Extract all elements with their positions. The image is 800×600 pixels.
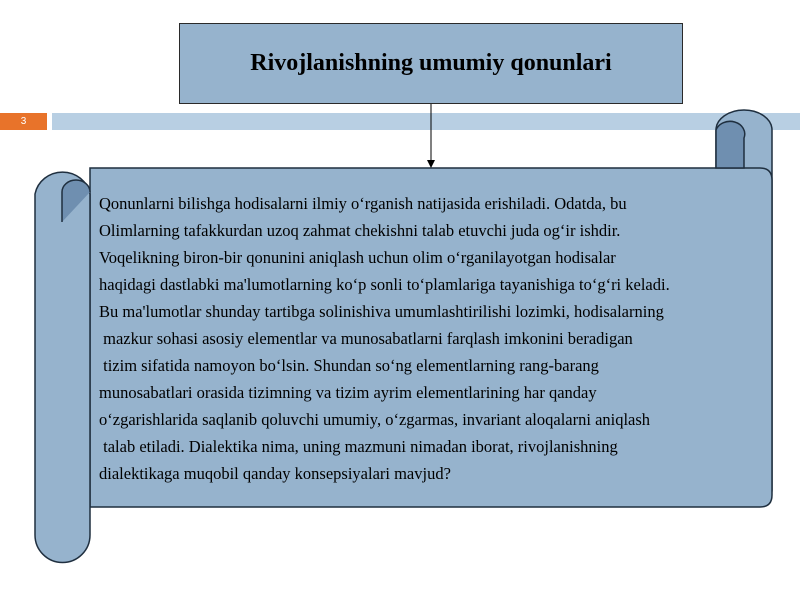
body-line: o‘zgarishlarida saqlanib qoluvchi umumiy, o‘zgarmas, invariant aloqalarni aniqlash [99, 410, 651, 429]
body-line: Voqelikning biron-bir qonunini aniqlash uchun olim o‘rganilayotgan hodisalar [99, 248, 616, 267]
slide-number-badge: 3 [0, 113, 47, 130]
body-text [99, 190, 789, 487]
body-line: Qonunlarni bilishga hodisalarni ilmiy o‘rganish natijasida erishiladi. Odatda, bu [99, 194, 627, 213]
body-line: talab etiladi. Dialektika nima, uning mazmuni nimadan iborat, rivojlanishning [99, 437, 618, 456]
connector-arrowhead [427, 160, 435, 168]
scroll-left-roll [35, 172, 90, 562]
body-line: mazkur sohasi asosiy elementlar va munosabatlarni farqlash imkonini beradigan [99, 329, 633, 348]
slide-title: Rivojlanishning umumiy qonunlari [250, 50, 612, 76]
title-box [179, 23, 683, 104]
body-line: Olimlarning tafakkurdan uzoq zahmat chekishni talab etuvchi juda og‘ir ishdir. [99, 221, 621, 240]
scroll-right-curl [716, 121, 745, 168]
body-line: munosabatlari orasida tizimning va tizim ayrim elementlarining har qanday [99, 383, 597, 402]
body-line: haqidagi dastlabki ma'lumotlarning ko‘p sonli to‘plamlariga tayanishiga to‘g‘ri keladi. [99, 275, 670, 294]
body-line: tizim sifatida namoyon bo‘lsin. Shundan so‘ng elementlarning rang-barang [99, 356, 599, 375]
body-line: Bu ma'lumotlar shunday tartibga solinishiva umumlashtirilishi lozimki, hodisalarning [99, 302, 664, 321]
body-line: dialektikaga muqobil qanday konsepsiyalari mavjud? [99, 464, 451, 483]
